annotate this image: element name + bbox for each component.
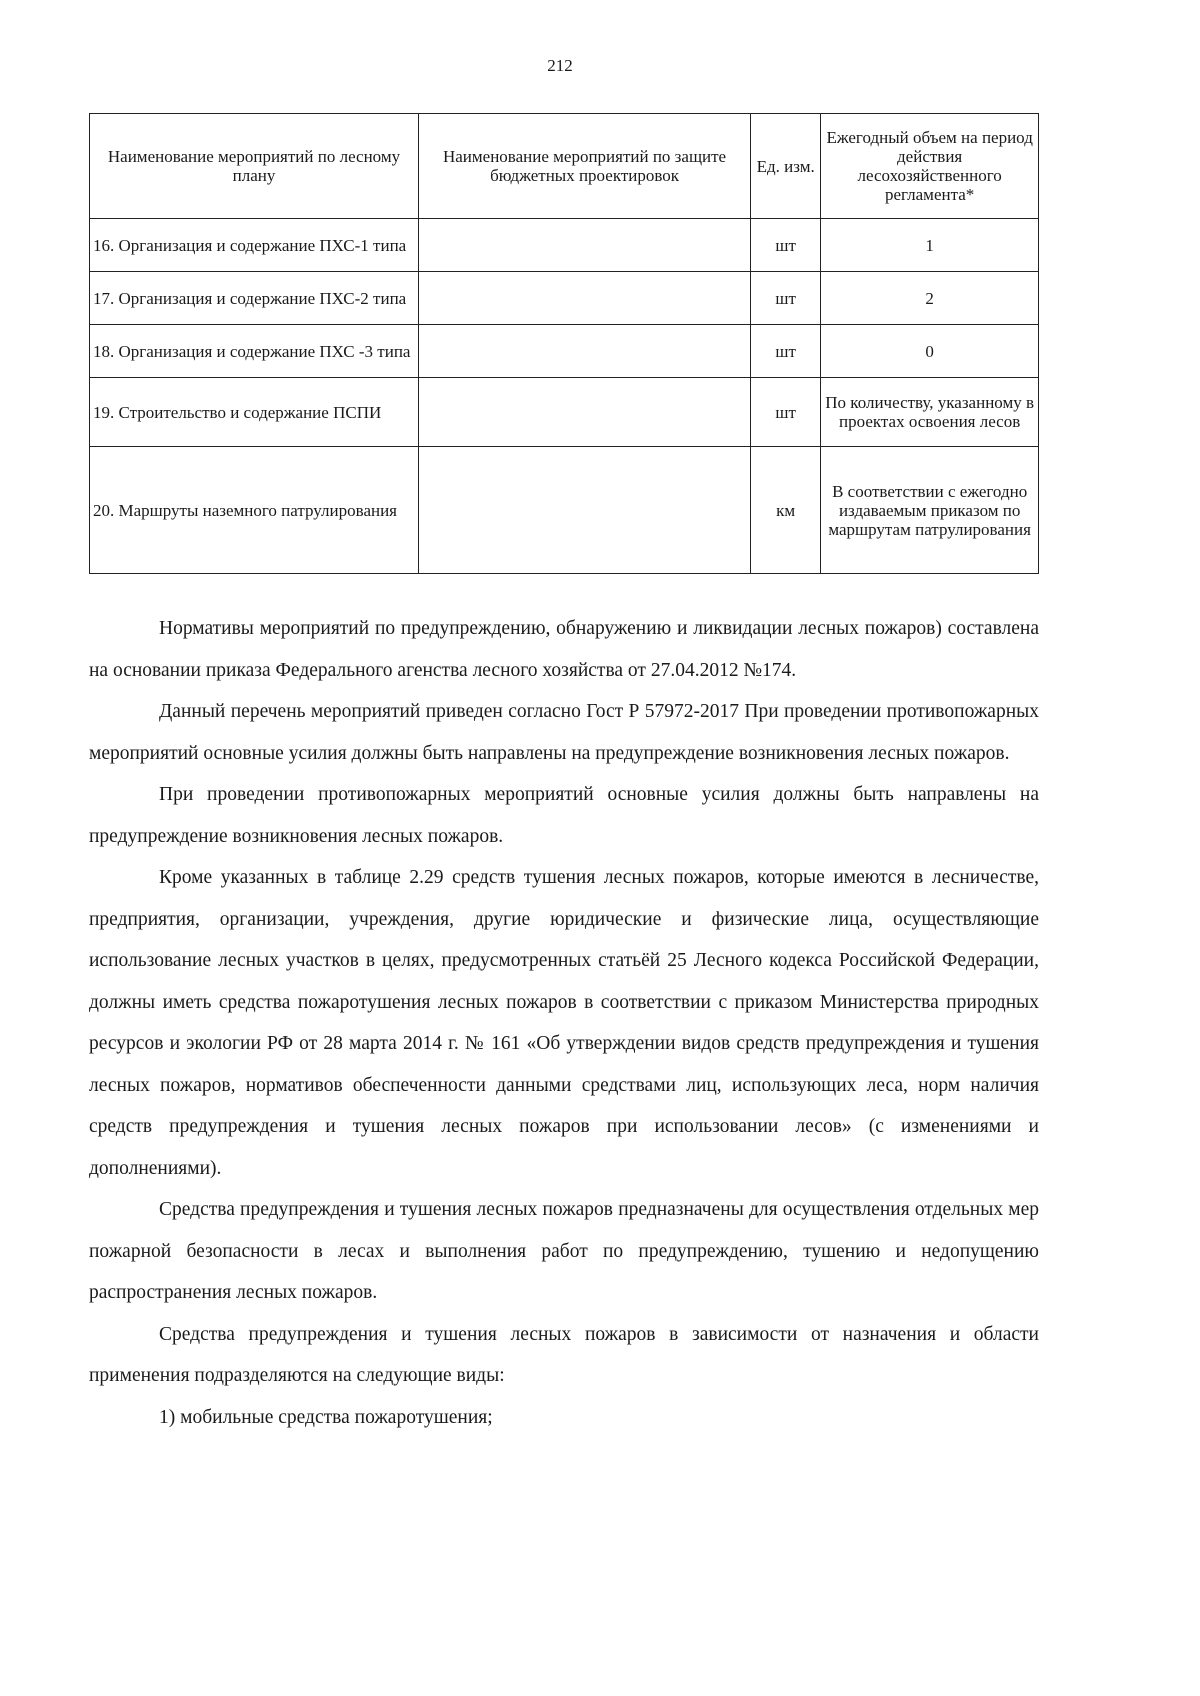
row-project [419, 378, 751, 447]
row-project [419, 219, 751, 272]
row-volume: 2 [821, 272, 1039, 325]
paragraph: Нормативы мероприятий по предупреждению, обнаружению и ликвидации лесных пожаров) составлена на основании приказа Федерального агенства лесного хозяйства от 27.04.2012 №174. [89, 618, 1039, 681]
paragraph: Данный перечень мероприятий приведен согласно Гост Р 57972-2017 При проведении противопожарных мероприятий основные усилия должны быть направлены на предупреждение возникновения лесных пожаров. [89, 701, 1039, 764]
table-row [90, 378, 1039, 447]
paragraph: При проведении противопожарных мероприятий основные усилия должны быть направлены на предупреждение возникновения лесных пожаров. [89, 784, 1039, 847]
paragraph: Средства предупреждения и тушения лесных пожаров предназначены для осуществления отдельных мер пожарной безопасности в лесах и выполнения работ по предупреждению, тушению и недопущению распространения лесных пожаров. [89, 1199, 1039, 1303]
table-header-row [90, 114, 1039, 219]
page-number: 212 [547, 56, 573, 75]
header-budget-measures: Наименование мероприятий по защите бюджетных проектировок [419, 114, 751, 219]
paragraph: Средства предупреждения и тушения лесных пожаров в зависимости от назначения и области применения подразделяются на следующие виды: [89, 1323, 1039, 1386]
row-unit: шт [751, 272, 821, 325]
list-item: 1) мобильные средства пожаротушения; [159, 1406, 493, 1428]
header-unit: Ед. изм. [751, 114, 821, 219]
table-row [90, 325, 1039, 378]
row-project [419, 447, 751, 574]
header-annual-volume: Ежегодный объем на период действия лесохозяйственного регламента* [821, 114, 1039, 219]
row-volume: В соответствии с ежегодно издаваемым приказом по маршрутам патрулирования [821, 447, 1039, 574]
row-unit: км [751, 447, 821, 574]
row-unit: шт [751, 378, 821, 447]
row-name: 20. Маршруты наземного патрулирования [90, 447, 419, 574]
table-row [90, 272, 1039, 325]
row-volume: 1 [821, 219, 1039, 272]
table-row [90, 219, 1039, 272]
row-name: 17. Организация и содержание ПХС-2 типа [90, 272, 419, 325]
row-project [419, 325, 751, 378]
row-name: 16. Организация и содержание ПХС-1 типа [90, 219, 419, 272]
body-text [89, 608, 1039, 1438]
row-unit: шт [751, 219, 821, 272]
paragraph: Кроме указанных в таблице 2.29 средств тушения лесных пожаров, которые имеются в лесничестве, предприятия, организации, учреждения, другие юридические и физические лица, осуществляющие использование лесных участков в целях, предусмотренных статьёй 25 Лесного кодекса Российской Федерации, должны иметь средства пожаротушения лесных пожаров в соответствии с приказом Министерства природных ресурсов и экологии РФ от 28 марта 2014 г. № 161 «Об утверждении видов средств предупреждения и тушения лесных пожаров, нормативов обеспеченности данными средствами лиц, использующих леса, норм наличия средств предупреждения и тушения лесных пожаров при использовании лесов» (с изменениями и дополнениями). [89, 867, 1039, 1179]
row-name: 19. Строительство и содержание ПСПИ [90, 378, 419, 447]
row-project [419, 272, 751, 325]
row-unit: шт [751, 325, 821, 378]
row-volume: 0 [821, 325, 1039, 378]
row-volume: По количеству, указанному в проектах освоения лесов [821, 378, 1039, 447]
fire-measures-table [89, 113, 1039, 574]
table-row [90, 447, 1039, 574]
row-name: 18. Организация и содержание ПХС -3 типа [90, 325, 419, 378]
header-plan-measures: Наименование мероприятий по лесному плану [90, 114, 419, 219]
